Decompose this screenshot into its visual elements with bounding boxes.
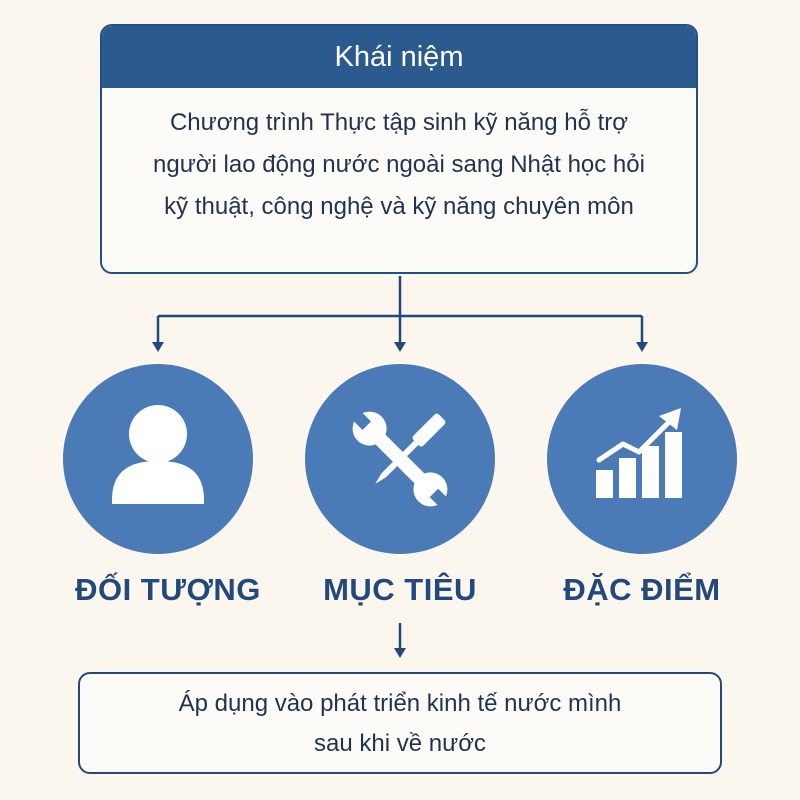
node-label-doi-tuong: ĐỐI TƯỢNG (75, 572, 261, 607)
node-label-dac-diem: ĐẶC ĐIỂM (563, 572, 721, 607)
arrowhead-right (636, 342, 648, 352)
arrowhead-left (152, 342, 164, 352)
concept-title: Khái niệm (102, 26, 696, 88)
arrowhead-center (394, 342, 406, 352)
concept-line: Chương trình Thực tập sinh kỹ năng hỗ trợ (169, 109, 629, 136)
tools-icon (305, 364, 495, 554)
concept-line: kỹ thuật, công nghệ và kỹ năng chuyên môn (164, 193, 634, 220)
concept-line: người lao động nước ngoài sang Nhật học hỏi (153, 151, 645, 178)
node-circle-doi-tuong (63, 364, 253, 554)
growth-chart-icon (547, 364, 737, 554)
result-line: sau khi về nước (314, 730, 486, 757)
node-circle-dac-diem (547, 364, 737, 554)
result-line: Áp dụng vào phát triển kinh tế nước mình (178, 690, 622, 717)
node-circle-muc-tieu (305, 364, 495, 554)
result-box (78, 672, 722, 774)
arrowhead-result (394, 648, 406, 658)
node-label-muc-tieu: MỤC TIÊU (323, 572, 477, 607)
person-icon (63, 364, 253, 554)
